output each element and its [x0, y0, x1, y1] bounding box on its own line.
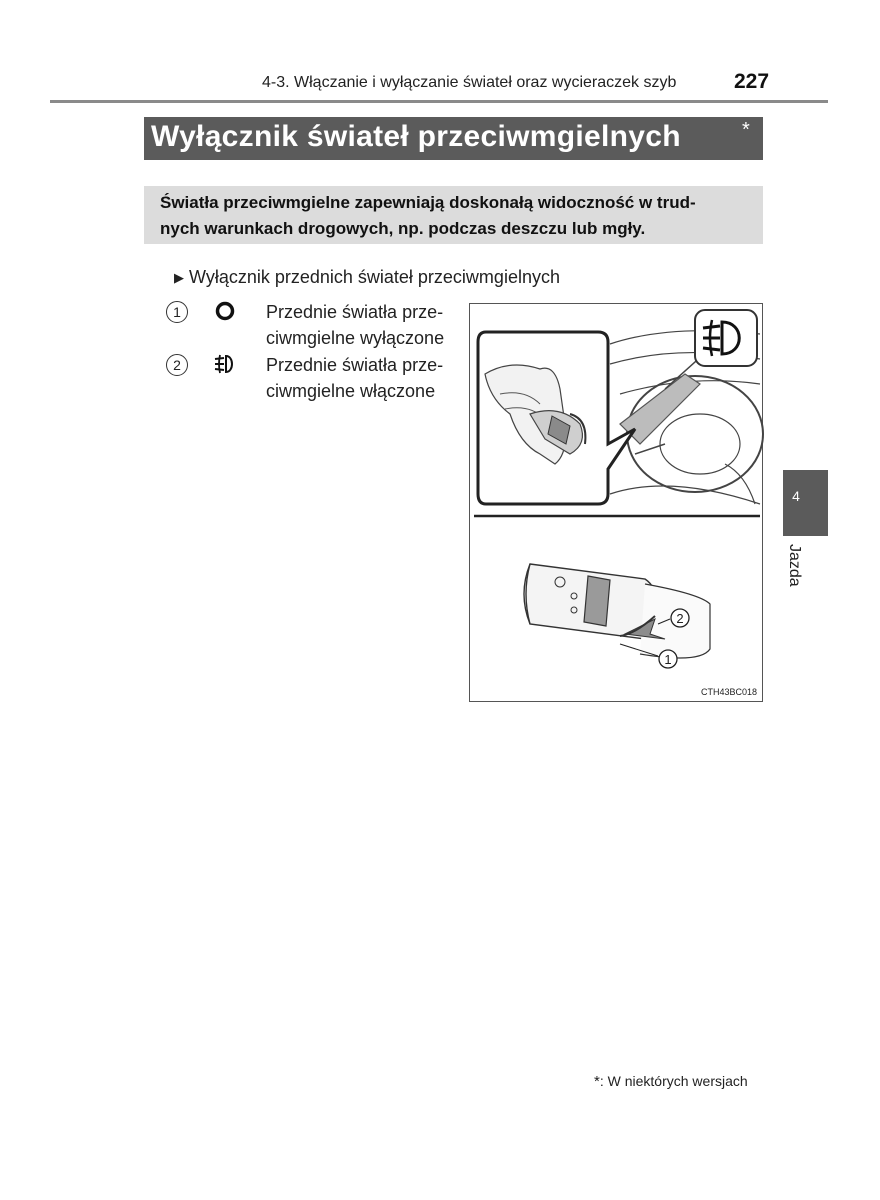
intro-line-1: Światła przeciwmgielne zapewniają doskonałą widoczność w trud-: [160, 193, 696, 212]
item-description-line-2: ciwmgielne włączone: [266, 381, 436, 401]
footnote-star: *: [594, 1073, 600, 1090]
item-description-line-2: ciwmgielne wyłączone: [266, 328, 445, 348]
illustration-drawing: [470, 304, 764, 703]
chapter-label: Jazda: [786, 544, 803, 587]
subheading-text: Wyłącznik przednich świateł przeciwmgielnych: [189, 267, 560, 287]
item-description-line-1: Przednie światła prze-: [266, 302, 444, 322]
header-rule: [50, 100, 828, 103]
figure-code: CTH43BC018: [700, 687, 757, 697]
item-number-2: 2: [166, 354, 188, 376]
title-footnote-star: *: [742, 119, 750, 141]
footnote-text: : W niektórych wersjach: [599, 1073, 748, 1089]
fog-light-symbol-box: [695, 310, 757, 366]
fog-light-switch-illustration: [469, 303, 763, 702]
item-description: [266, 352, 466, 404]
section-title: Wyłącznik świateł przeciwmgielnych: [151, 120, 681, 153]
section-title-bar: [144, 117, 763, 160]
callout-label-1: 1: [664, 652, 672, 667]
callout-label-2: 2: [676, 611, 684, 626]
item-number-1: 1: [166, 301, 188, 323]
front-fog-light-icon: [212, 352, 238, 376]
hand-callout-bubble: [478, 332, 635, 504]
intro-line-2: nych warunkach drogowych, np. podczas deszczu lub mgły.: [160, 219, 646, 238]
item-description: [266, 299, 466, 351]
triangle-marker-icon: ▶: [174, 270, 184, 285]
intro-box: [144, 186, 763, 244]
footnote: [594, 1073, 748, 1090]
running-header: 4-3. Włączanie i wyłączanie świateł oraz wycieraczek szyb: [262, 74, 677, 91]
chapter-tab: [783, 470, 828, 536]
page-number: 227: [734, 70, 770, 93]
ring-off-icon: [212, 299, 238, 323]
subheading: [174, 267, 560, 288]
item-description-line-1: Przednie światła prze-: [266, 355, 444, 375]
chapter-number: 4: [792, 488, 800, 504]
